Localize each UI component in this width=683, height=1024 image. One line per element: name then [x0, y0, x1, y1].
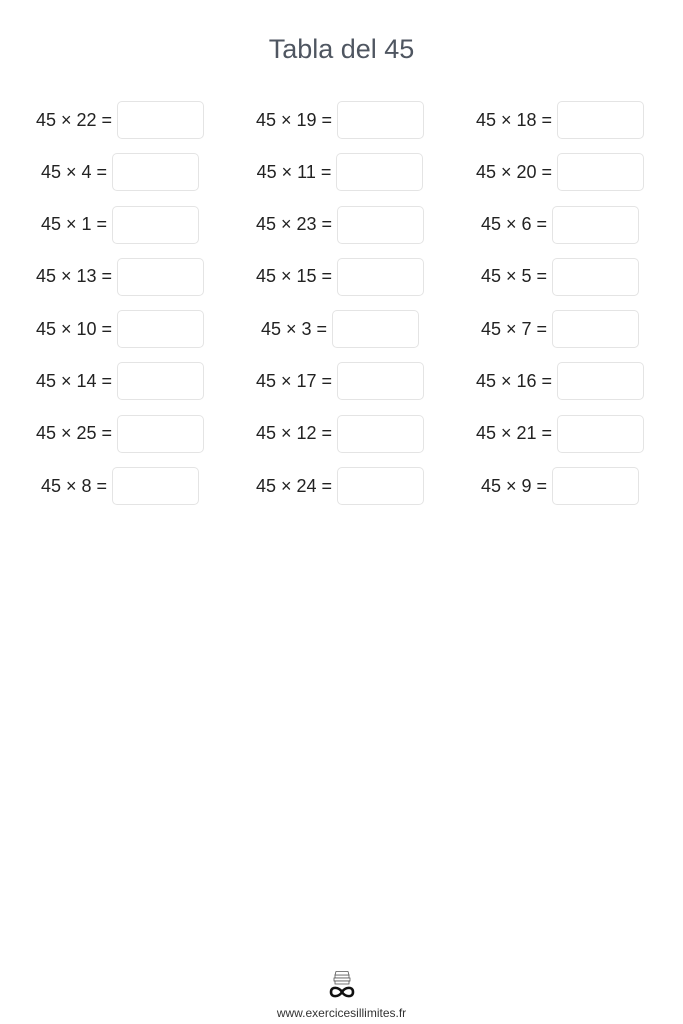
- exercise-item: [10, 467, 230, 505]
- exercise-expression: 45 × 17 =: [255, 370, 333, 391]
- exercise-item: [230, 258, 450, 296]
- answer-input[interactable]: [557, 101, 644, 139]
- exercise-expression: 45 × 25 =: [35, 423, 113, 444]
- exercise-expression: 45 × 20 =: [475, 161, 553, 182]
- exercise-expression: 45 × 4 =: [40, 161, 108, 182]
- exercise-item: [230, 310, 450, 348]
- infinity-books-icon: [324, 970, 360, 1000]
- exercise-expression: 45 × 10 =: [35, 318, 113, 339]
- exercise-item: [450, 153, 670, 191]
- answer-input[interactable]: [337, 258, 424, 296]
- exercise-expression: 45 × 14 =: [35, 370, 113, 391]
- answer-input[interactable]: [117, 101, 204, 139]
- exercise-grid: [10, 101, 670, 519]
- exercise-expression: 45 × 22 =: [35, 109, 113, 130]
- exercise-item: [450, 206, 670, 244]
- exercise-item: [10, 101, 230, 139]
- exercise-expression: 45 × 5 =: [480, 266, 548, 287]
- footer: [0, 970, 683, 1020]
- answer-input[interactable]: [117, 258, 204, 296]
- exercise-expression: 45 × 11 =: [256, 161, 332, 182]
- answer-input[interactable]: [117, 415, 204, 453]
- exercise-expression: 45 × 8 =: [40, 475, 108, 496]
- exercise-expression: 45 × 15 =: [255, 266, 333, 287]
- exercise-item: [10, 415, 230, 453]
- answer-input[interactable]: [336, 153, 423, 191]
- answer-input[interactable]: [557, 415, 644, 453]
- answer-input[interactable]: [337, 415, 424, 453]
- exercise-item: [450, 415, 670, 453]
- answer-input[interactable]: [112, 467, 199, 505]
- exercise-expression: 45 × 6 =: [480, 214, 548, 235]
- exercise-item: [230, 101, 450, 139]
- answer-input[interactable]: [552, 206, 639, 244]
- exercise-expression: 45 × 16 =: [475, 370, 553, 391]
- exercise-item: [230, 153, 450, 191]
- answer-input[interactable]: [337, 467, 424, 505]
- exercise-expression: 45 × 23 =: [255, 214, 333, 235]
- answer-input[interactable]: [337, 362, 424, 400]
- exercise-item: [10, 258, 230, 296]
- answer-input[interactable]: [552, 258, 639, 296]
- exercise-item: [450, 101, 670, 139]
- exercise-item: [450, 362, 670, 400]
- exercise-item: [450, 310, 670, 348]
- exercise-item: [230, 362, 450, 400]
- exercise-expression: 45 × 13 =: [35, 266, 113, 287]
- exercise-item: [10, 153, 230, 191]
- exercise-item: [230, 467, 450, 505]
- exercise-expression: 45 × 7 =: [480, 318, 548, 339]
- answer-input[interactable]: [337, 101, 424, 139]
- exercise-expression: 45 × 1 =: [40, 214, 108, 235]
- exercise-item: [10, 362, 230, 400]
- exercise-item: [10, 206, 230, 244]
- answer-input[interactable]: [337, 206, 424, 244]
- answer-input[interactable]: [557, 153, 644, 191]
- exercise-item: [450, 467, 670, 505]
- answer-input[interactable]: [117, 362, 204, 400]
- exercise-item: [450, 258, 670, 296]
- exercise-expression: 45 × 9 =: [480, 475, 548, 496]
- exercise-item: [230, 415, 450, 453]
- answer-input[interactable]: [112, 206, 199, 244]
- exercise-item: [10, 310, 230, 348]
- answer-input[interactable]: [552, 310, 639, 348]
- exercise-item: [230, 206, 450, 244]
- answer-input[interactable]: [332, 310, 419, 348]
- answer-input[interactable]: [117, 310, 204, 348]
- answer-input[interactable]: [112, 153, 199, 191]
- exercise-expression: 45 × 12 =: [255, 423, 333, 444]
- exercise-expression: 45 × 24 =: [255, 475, 333, 496]
- exercise-expression: 45 × 21 =: [475, 423, 553, 444]
- answer-input[interactable]: [552, 467, 639, 505]
- exercise-expression: 45 × 18 =: [475, 109, 553, 130]
- exercise-expression: 45 × 3 =: [260, 318, 328, 339]
- exercise-expression: 45 × 19 =: [255, 109, 333, 130]
- answer-input[interactable]: [557, 362, 644, 400]
- site-url: www.exercicesillimites.fr: [276, 1006, 407, 1020]
- page-title: Tabla del 45: [268, 34, 415, 64]
